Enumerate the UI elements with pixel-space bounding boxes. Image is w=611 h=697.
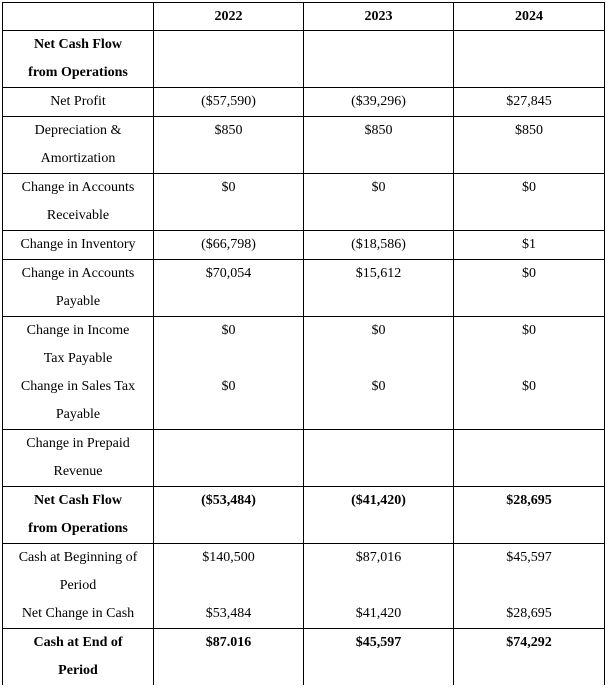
value-cell [154,117,304,174]
cell-value: $0 [522,379,536,394]
value-cell [154,544,304,629]
table-row [3,317,605,430]
row-label: Period [58,663,98,678]
cell-value: $0 [221,180,236,195]
row-label: Depreciation & [34,123,122,138]
row-label: Net Cash Flow [34,37,122,52]
row-label: Net Change in Cash [21,606,135,621]
row-label-cell [3,31,154,88]
cell-value: $87.016 [205,635,252,650]
cell-value: $140,500 [202,550,255,565]
table-row [3,260,605,317]
row-label: Net Profit [50,94,106,109]
value-cell [304,231,454,260]
row-label-cell [3,544,154,629]
row-label: Payable [55,407,101,422]
value-cell [454,117,605,174]
cell-value: $41,420 [355,606,402,621]
table-row [3,629,605,686]
cell-value: ($53,484) [201,493,256,508]
table-row [3,31,605,88]
table-row [3,430,605,487]
row-label-cell [3,117,154,174]
cell-value: $28,695 [506,493,552,508]
value-cell [304,544,454,629]
value-cell [454,487,605,544]
header-cell-2024 [454,3,605,31]
value-cell [304,88,454,117]
value-cell [454,260,605,317]
value-cell [454,629,605,686]
cell-value: $45,597 [355,635,402,650]
row-label: Revenue [53,464,103,479]
row-label: Payable [55,294,101,309]
table-row [3,88,605,117]
row-label: from Operations [28,65,128,80]
year-label: 2022 [214,9,243,24]
cell-value: $53,484 [205,606,252,621]
value-cell [454,231,605,260]
cell-value: $850 [364,123,393,138]
row-label: Change in Income [26,323,130,338]
row-label-cell [3,487,154,544]
value-cell [154,629,304,686]
row-label-cell [3,430,154,487]
value-cell [154,260,304,317]
value-cell [154,31,304,88]
row-label-cell [3,231,154,260]
row-label: Change in Inventory [20,237,136,252]
value-cell [454,174,605,231]
row-label-cell [3,174,154,231]
row-label: Change in Sales Tax [20,379,136,394]
cell-value: $15,612 [355,266,402,281]
cell-value: $0 [522,180,536,195]
row-label-cell [3,629,154,686]
table-row [3,487,605,544]
header-cell-2022 [154,3,304,31]
row-label: Cash at End of [33,635,123,650]
cell-value: $27,845 [506,94,552,109]
value-cell [454,31,605,88]
value-cell [304,260,454,317]
cell-value: ($39,296) [351,94,406,109]
value-cell [454,317,605,430]
row-label: Period [59,578,97,593]
value-cell [304,317,454,430]
cell-value: $1 [522,237,536,252]
cell-value: $0 [522,266,536,281]
cell-value: $850 [515,123,543,138]
row-label: Change in Accounts [21,180,135,195]
cell-value: $0 [221,379,236,394]
row-label: Net Cash Flow [34,493,122,508]
value-cell [304,487,454,544]
table-row [3,544,605,629]
value-cell [304,31,454,88]
row-label: Change in Accounts [21,266,135,281]
table-row [3,117,605,174]
cell-value: ($41,420) [351,493,406,508]
row-label: Receivable [46,208,110,223]
value-cell [154,487,304,544]
cell-value: $0 [371,323,386,338]
cell-value: $45,597 [506,550,552,565]
row-label-cell [3,88,154,117]
cell-value: $850 [214,123,243,138]
value-cell [154,231,304,260]
row-label: Tax Payable [43,351,113,366]
header-cell-empty [3,3,154,31]
value-cell [304,629,454,686]
row-label-cell [3,260,154,317]
cell-value: ($57,590) [201,94,256,109]
value-cell [454,544,605,629]
cell-value: ($66,798) [201,237,256,252]
table-row [3,231,605,260]
cell-value: $0 [221,323,236,338]
year-label: 2024 [515,9,543,24]
cell-value: ($18,586) [351,237,406,252]
cash-flow-table [2,2,605,685]
cell-value: $28,695 [506,606,552,621]
row-label: Change in Prepaid [26,436,130,451]
value-cell [304,430,454,487]
value-cell [154,430,304,487]
value-cell [454,430,605,487]
cell-value: $0 [371,180,386,195]
row-label: Cash at Beginning of [18,550,138,565]
value-cell [154,88,304,117]
cell-value: $0 [522,323,536,338]
value-cell [154,317,304,430]
table-row [3,174,605,231]
row-label: from Operations [28,521,128,536]
value-cell [454,88,605,117]
cell-value: $74,292 [506,635,552,650]
header-row [3,3,605,31]
value-cell [304,174,454,231]
year-label: 2023 [364,9,393,24]
value-cell [304,117,454,174]
row-label-cell [3,317,154,430]
row-label: Amortization [40,151,116,166]
cell-value: $87,016 [355,550,402,565]
cell-value: $0 [371,379,386,394]
header-cell-2023 [304,3,454,31]
value-cell [154,174,304,231]
cell-value: $70,054 [205,266,252,281]
